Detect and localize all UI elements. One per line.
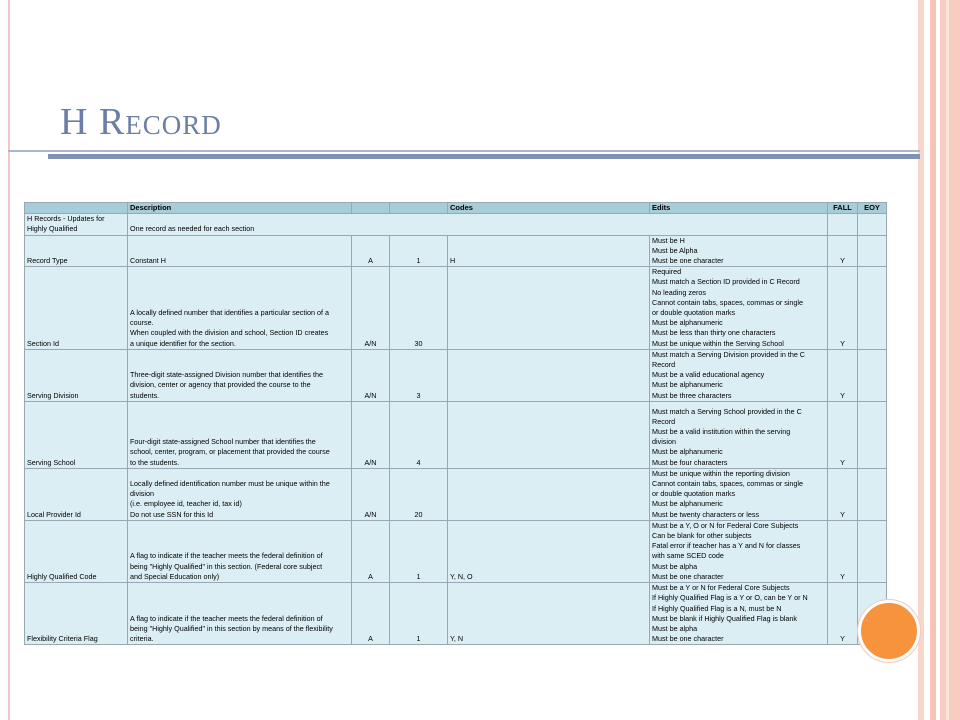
description-cell [128, 349, 352, 401]
description-cell-line: division [130, 489, 154, 499]
edits-cell [650, 349, 828, 401]
fall-cell: Y [828, 468, 858, 520]
column-header: Codes [448, 203, 650, 214]
right-accent-strip [930, 0, 936, 720]
edits-cell-line: Must be four characters [652, 457, 728, 467]
description-cell-line: criteria. [130, 634, 154, 644]
description-cell [128, 267, 352, 350]
edits-cell-line: Cannot contain tabs, spaces, commas or single [652, 297, 804, 307]
length-cell: 30 [390, 267, 448, 350]
fall-cell: Y [828, 235, 858, 267]
edits-cell-line: Cannot contain tabs, spaces, commas or single [652, 479, 804, 489]
section-name: H Records - Updates for Highly Qualified [25, 214, 128, 235]
left-accent-line [8, 0, 10, 720]
record-table-image [24, 202, 886, 642]
column-header: Description [128, 203, 352, 214]
codes-cell [448, 401, 650, 468]
fall-cell: Y [828, 520, 858, 582]
edits-cell-line: Must be a valid institution within the serving [652, 427, 791, 437]
edits-cell-line: If Highly Qualified Flag is a N, must be N [652, 603, 782, 613]
field-name-cell: Record Type [25, 235, 128, 267]
description-cell-line: school, center, program, or placement that provided the course [130, 447, 330, 457]
description-cell [128, 235, 352, 267]
right-accent-strip [946, 0, 949, 720]
field-name-cell: Flexibility Criteria Flag [25, 583, 128, 645]
edits-cell-line: If Highly Qualified Flag is a Y or O, can be Y or N [652, 593, 808, 603]
column-header [25, 203, 128, 214]
description-cell-line: to the students. [130, 457, 180, 467]
edits-cell [650, 583, 828, 645]
description-cell [128, 401, 352, 468]
field-name-cell: Serving Division [25, 349, 128, 401]
codes-cell: Y, N [448, 583, 650, 645]
table-row [25, 401, 887, 468]
length-cell: 20 [390, 468, 448, 520]
edits-cell-line: Must be one character [652, 571, 724, 581]
eoy-cell [858, 520, 887, 582]
type-cell: A/N [352, 267, 390, 350]
codes-cell: H [448, 235, 650, 267]
description-cell-line: course. [130, 318, 154, 328]
table-row [25, 267, 887, 350]
eoy-cell [858, 468, 887, 520]
edits-cell [650, 235, 828, 267]
column-header [352, 203, 390, 214]
edits-cell [650, 401, 828, 468]
eoy-cell [858, 267, 887, 350]
type-cell: A/N [352, 349, 390, 401]
field-name-cell: Local Provider Id [25, 468, 128, 520]
eoy-cell [858, 401, 887, 468]
description-cell [128, 520, 352, 582]
edits-cell [650, 468, 828, 520]
fall-cell: Y [828, 401, 858, 468]
codes-cell [448, 267, 650, 350]
edits-cell-line: Must match a Serving School provided in the C [652, 406, 802, 416]
edits-cell-line: Must be unique within the Serving School [652, 338, 784, 348]
edits-cell-line: Must be unique within the reporting division [652, 468, 790, 478]
fall-cell: Y [828, 349, 858, 401]
description-cell [128, 583, 352, 645]
section-description: One record as needed for each section [128, 214, 828, 235]
field-name-cell: Highly Qualified Code [25, 520, 128, 582]
eoy-cell [858, 349, 887, 401]
type-cell: A/N [352, 401, 390, 468]
edits-cell-line: Must be twenty characters or less [652, 509, 760, 519]
edits-cell-line: Must be less than thirty one characters [652, 328, 776, 338]
edits-cell-line: Must be one character [652, 634, 724, 644]
title-divider [8, 150, 920, 152]
edits-cell-line: Must be alphanumeric [652, 447, 723, 457]
right-accent-strip [940, 0, 960, 720]
column-header: FALL [828, 203, 858, 214]
edits-cell [650, 267, 828, 350]
length-cell: 4 [390, 401, 448, 468]
length-cell: 1 [390, 583, 448, 645]
edits-cell-line: Can be blank for other subjects [652, 531, 752, 541]
edits-cell-line: Must match a Section ID provided in C Record [652, 277, 800, 287]
table-row [25, 583, 887, 645]
edits-cell-line: division [652, 437, 676, 447]
title-divider [48, 154, 920, 159]
edits-cell-line: Must be alpha [652, 561, 698, 571]
edits-cell-line: Must be alpha [652, 623, 698, 633]
description-cell [128, 468, 352, 520]
type-cell: A [352, 235, 390, 267]
description-cell-line: a unique identifier for the section. [130, 338, 236, 348]
edits-cell-line: with same SCED code [652, 551, 724, 561]
table-row [25, 520, 887, 582]
description-cell-line: Four-digit state-assigned School number that identifies the [130, 437, 316, 447]
column-header: Edits [650, 203, 828, 214]
description-cell-line: When coupled with the division and school, Section ID creates [130, 328, 329, 338]
edits-cell-line: Required [652, 267, 682, 277]
slide-title: H Record [60, 101, 222, 143]
edits-cell-line: Must match a Serving Division provided in the C [652, 349, 806, 359]
record-layout-table [24, 202, 887, 645]
table-row [25, 349, 887, 401]
right-accent-strip [918, 0, 924, 720]
table-row [25, 468, 887, 520]
edits-cell-line: or double quotation marks [652, 308, 736, 318]
edits-cell-line: Fatal error if teacher has a Y and N for classes [652, 541, 801, 551]
fall-cell: Y [828, 583, 858, 645]
codes-cell [448, 468, 650, 520]
column-header [390, 203, 448, 214]
codes-cell [448, 349, 650, 401]
description-cell-line: A flag to indicate if the teacher meets the federal definition of [130, 551, 323, 561]
description-cell-line: being "Highly Qualified" in this section by means of the flexibility [130, 623, 333, 633]
length-cell: 1 [390, 520, 448, 582]
edits-cell-line: Record [652, 360, 676, 370]
edits-cell-line: Must be Alpha [652, 245, 698, 255]
column-header: EOY [858, 203, 887, 214]
fall-cell: Y [828, 267, 858, 350]
edits-cell-line: Must be a Y or N for Federal Core Subjects [652, 583, 790, 593]
type-cell: A [352, 520, 390, 582]
edits-cell-line: Must be alphanumeric [652, 380, 723, 390]
edits-cell-line: Must be a valid educational agency [652, 370, 765, 380]
description-cell-line: (i.e. employee id, teacher id, tax id) [130, 499, 242, 509]
description-cell-line: Do not use SSN for this Id [130, 509, 214, 519]
description-cell-line: being "Highly Qualified" in this section. (Federal core subject [130, 561, 323, 571]
edits-cell-line: Must be blank if Highly Qualified Flag is blank [652, 613, 798, 623]
section-row [25, 214, 887, 235]
length-cell: 3 [390, 349, 448, 401]
field-name-cell: Serving School [25, 401, 128, 468]
edits-cell-line: Must be alphanumeric [652, 318, 723, 328]
edits-cell-line: Must be a Y, O or N for Federal Core Subjects [652, 520, 799, 530]
edits-cell [650, 520, 828, 582]
edits-cell-line: No leading zeros [652, 287, 706, 297]
edits-cell-line: Record [652, 416, 676, 426]
edits-cell-line: Must be alphanumeric [652, 499, 723, 509]
eoy-cell [858, 235, 887, 267]
description-cell-line: A locally defined number that identifies a particular section of a [130, 308, 329, 318]
description-cell-line: division, center or agency that provided the course to the [130, 380, 311, 390]
type-cell: A/N [352, 468, 390, 520]
codes-cell: Y, N, O [448, 520, 650, 582]
type-cell: A [352, 583, 390, 645]
length-cell: 1 [390, 235, 448, 267]
edits-cell-line: Must be three characters [652, 390, 732, 400]
decorative-circle [858, 600, 920, 662]
description-cell-line: Constant H [130, 256, 166, 266]
edits-cell-line: Must be H [652, 235, 685, 245]
description-cell-line: Three-digit state-assigned Division number that identifies the [130, 370, 323, 380]
description-cell-line: Locally defined identification number must be unique within the [130, 479, 330, 489]
description-cell-line: students. [130, 390, 160, 400]
table-row [25, 235, 887, 267]
field-name-cell: Section Id [25, 267, 128, 350]
description-cell-line: A flag to indicate if the teacher meets the federal definition of [130, 613, 323, 623]
description-cell-line: and Special Education only) [130, 571, 220, 581]
edits-cell-line: Must be one character [652, 256, 724, 266]
edits-cell-line: or double quotation marks [652, 489, 736, 499]
table-header-row [25, 203, 887, 214]
